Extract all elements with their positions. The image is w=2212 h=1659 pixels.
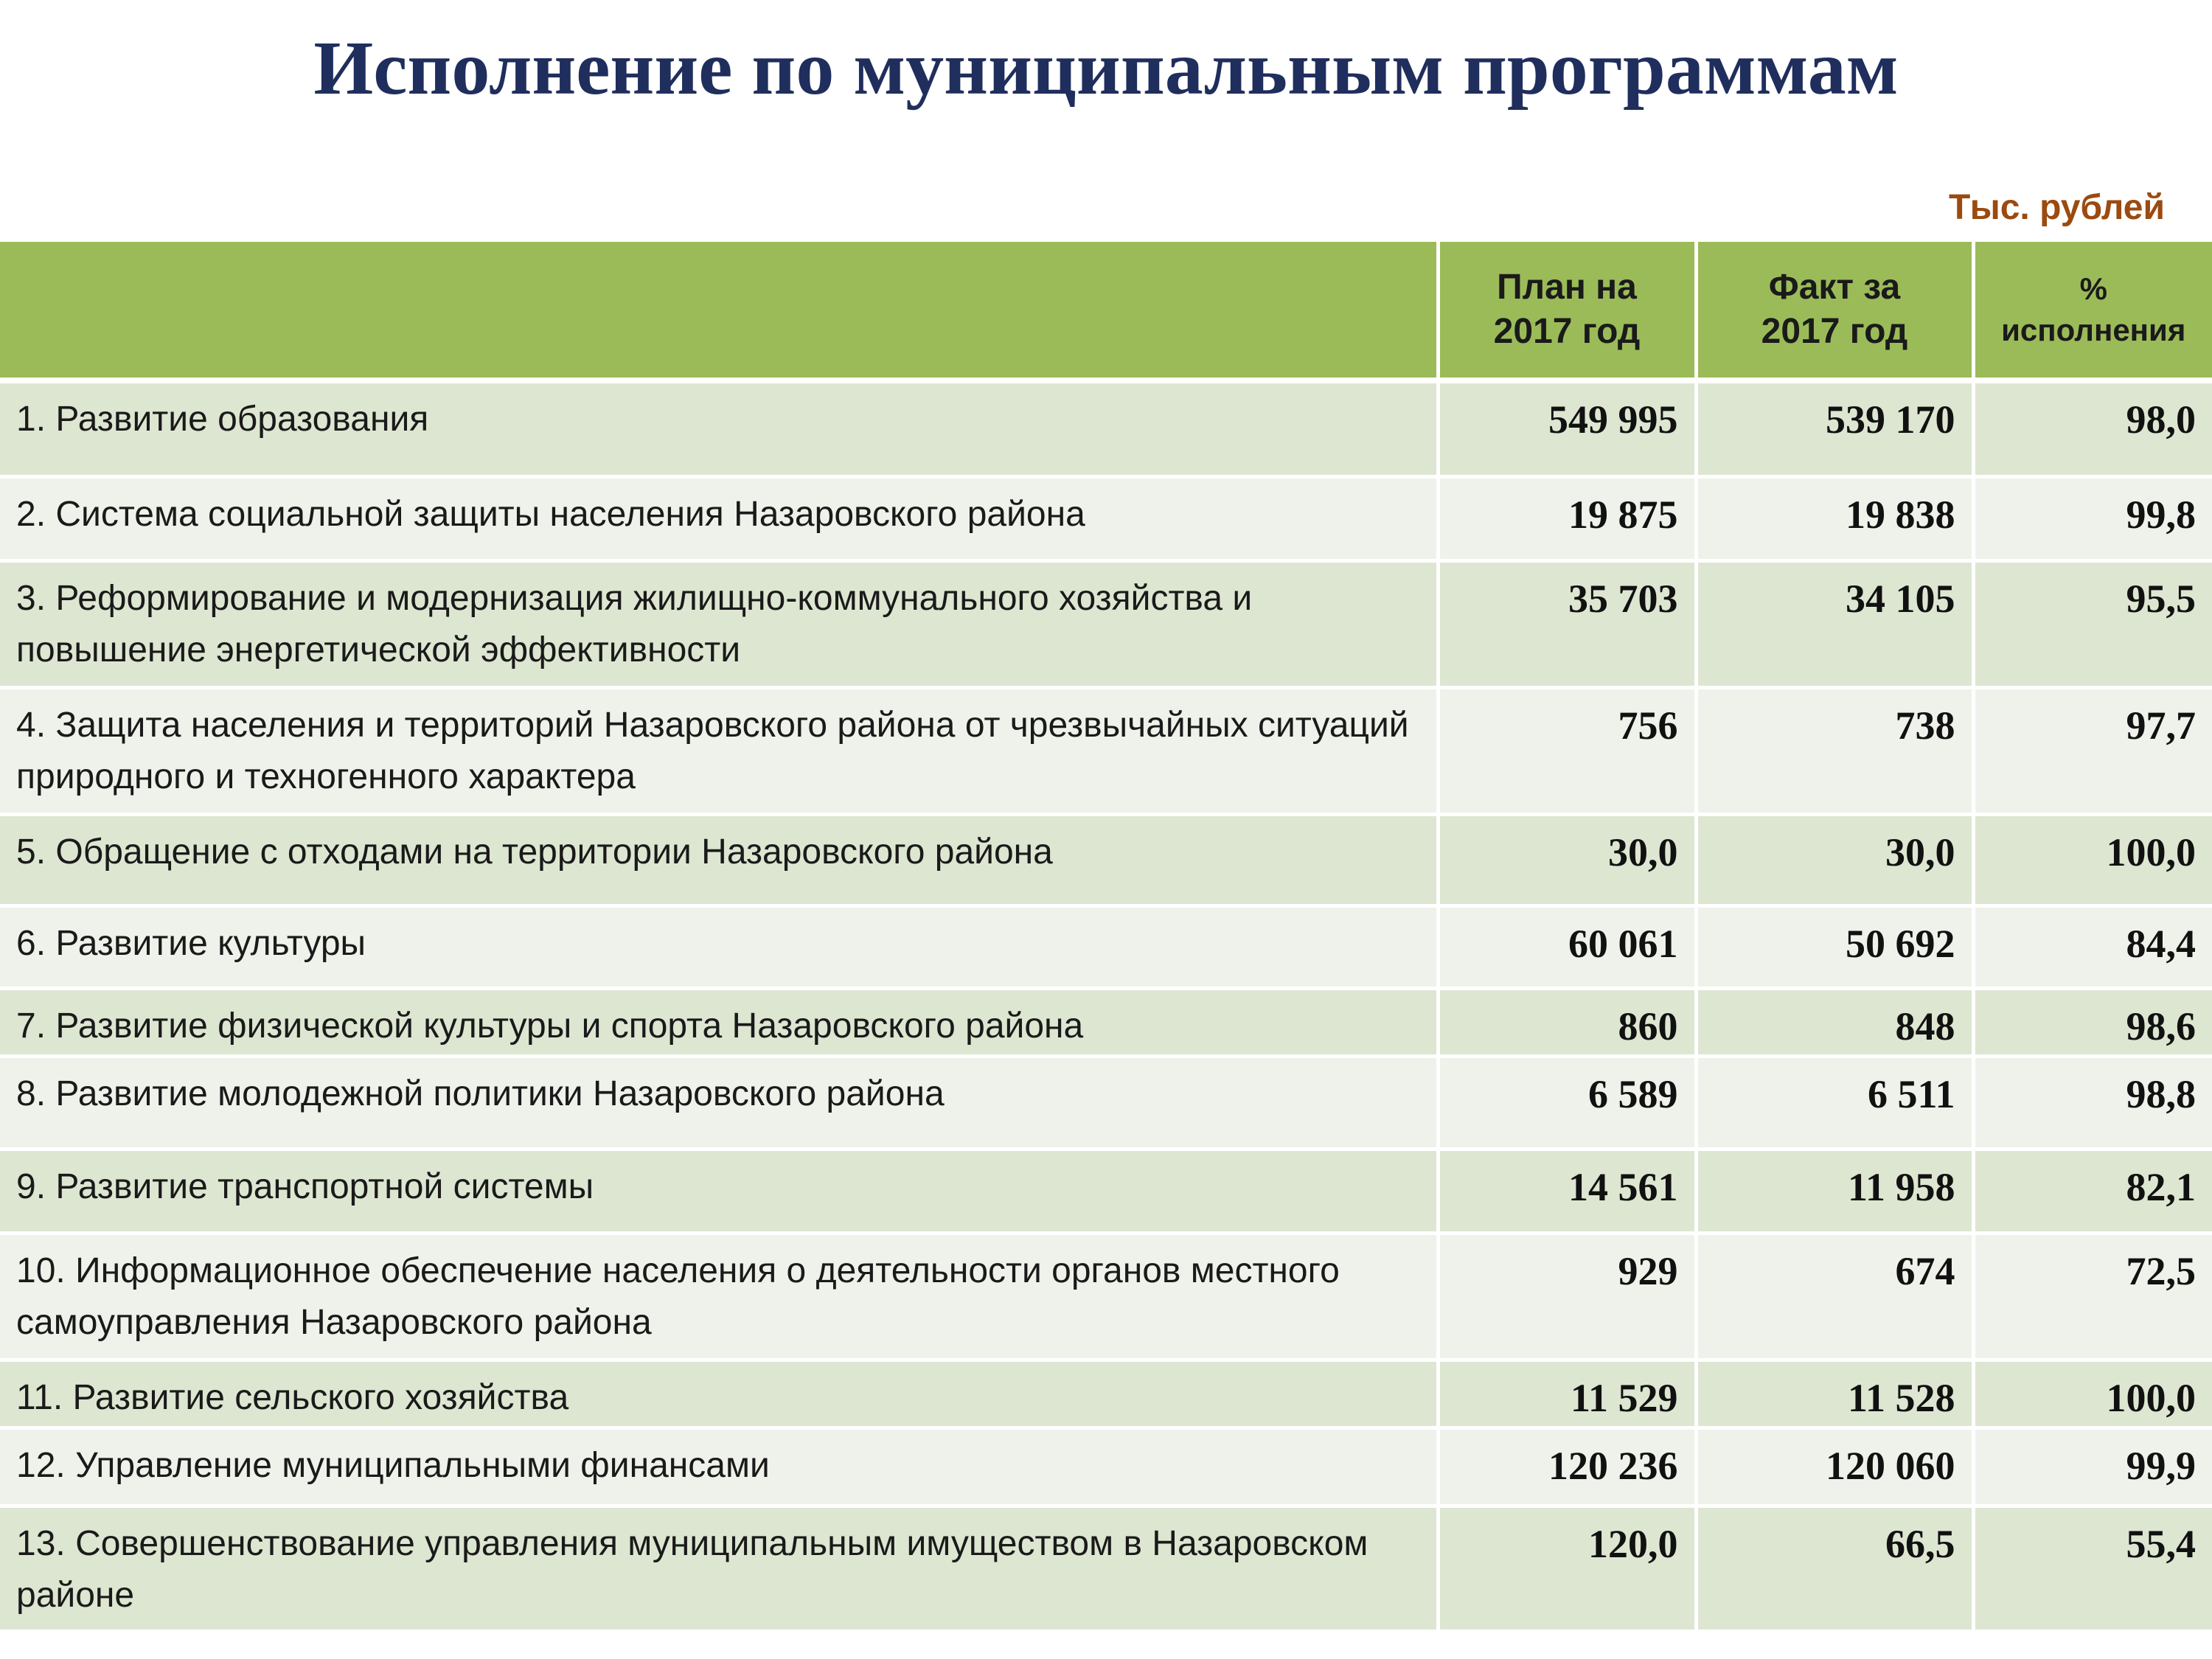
percent-value: 98,6 bbox=[1973, 988, 2212, 1056]
plan-value: 6 589 bbox=[1438, 1056, 1696, 1149]
header-percent bbox=[1973, 242, 2212, 380]
table-row bbox=[0, 1056, 2212, 1149]
plan-value: 860 bbox=[1438, 988, 1696, 1056]
program-name: 9. Развитие транспортной системы bbox=[0, 1149, 1438, 1233]
table-row bbox=[0, 1233, 2212, 1360]
fact-value: 50 692 bbox=[1696, 905, 1973, 988]
header-plan-line1: План на bbox=[1497, 268, 1637, 307]
header-fact-line2: 2017 год bbox=[1761, 312, 1908, 351]
header-fact bbox=[1696, 242, 1973, 380]
plan-value: 60 061 bbox=[1438, 905, 1696, 988]
plan-value: 929 bbox=[1438, 1233, 1696, 1360]
percent-value: 100,0 bbox=[1973, 1360, 2212, 1427]
percent-value: 99,9 bbox=[1973, 1427, 2212, 1506]
percent-value: 95,5 bbox=[1973, 560, 2212, 687]
fact-value: 120 060 bbox=[1696, 1427, 1973, 1506]
percent-value: 84,4 bbox=[1973, 905, 2212, 988]
plan-value: 120,0 bbox=[1438, 1506, 1696, 1631]
program-name: 6. Развитие культуры bbox=[0, 905, 1438, 988]
units-label: Тыс. рублей bbox=[1949, 188, 2165, 227]
program-name: 13. Совершенствование управления муниципальным имуществом в Назаровском районе bbox=[0, 1506, 1438, 1631]
program-name: 2. Система социальной защиты населения Назаровского района bbox=[0, 476, 1438, 560]
fact-value: 30,0 bbox=[1696, 814, 1973, 905]
percent-value: 99,8 bbox=[1973, 476, 2212, 560]
table-row bbox=[0, 988, 2212, 1056]
percent-value: 55,4 bbox=[1973, 1506, 2212, 1631]
programs-table bbox=[0, 242, 2212, 1633]
percent-value: 72,5 bbox=[1973, 1233, 2212, 1360]
plan-value: 549 995 bbox=[1438, 380, 1696, 476]
fact-value: 674 bbox=[1696, 1233, 1973, 1360]
table-row bbox=[0, 1149, 2212, 1233]
fact-value: 6 511 bbox=[1696, 1056, 1973, 1149]
fact-value: 66,5 bbox=[1696, 1506, 1973, 1631]
table-header-row bbox=[0, 242, 2212, 380]
program-name: 1. Развитие образования bbox=[0, 380, 1438, 476]
table-row bbox=[0, 814, 2212, 905]
fact-value: 19 838 bbox=[1696, 476, 1973, 560]
table-row bbox=[0, 905, 2212, 988]
fact-value: 11 958 bbox=[1696, 1149, 1973, 1233]
table-row bbox=[0, 1427, 2212, 1506]
plan-value: 35 703 bbox=[1438, 560, 1696, 687]
plan-value: 120 236 bbox=[1438, 1427, 1696, 1506]
table-row bbox=[0, 687, 2212, 814]
header-fact-line1: Факт за bbox=[1768, 268, 1901, 307]
header-plan-line2: 2017 год bbox=[1493, 312, 1641, 351]
fact-value: 11 528 bbox=[1696, 1360, 1973, 1427]
program-name: 3. Реформирование и модернизация жилищно-коммунального хозяйства и повышение энергетической эффективности bbox=[0, 560, 1438, 687]
plan-value: 30,0 bbox=[1438, 814, 1696, 905]
percent-value: 98,0 bbox=[1973, 380, 2212, 476]
fact-value: 539 170 bbox=[1696, 380, 1973, 476]
program-name: 10. Информационное обеспечение населения о деятельности органов местного самоуправления Назаровского района bbox=[0, 1233, 1438, 1360]
program-name: 5. Обращение с отходами на территории Назаровского района bbox=[0, 814, 1438, 905]
program-name: 4. Защита населения и территорий Назаровского района от чрезвычайных ситуаций природного и техногенного характера bbox=[0, 687, 1438, 814]
percent-value: 98,8 bbox=[1973, 1056, 2212, 1149]
plan-value: 19 875 bbox=[1438, 476, 1696, 560]
table-row bbox=[0, 380, 2212, 476]
fact-value: 848 bbox=[1696, 988, 1973, 1056]
table-row bbox=[0, 1360, 2212, 1427]
header-plan bbox=[1438, 242, 1696, 380]
plan-value: 11 529 bbox=[1438, 1360, 1696, 1427]
table-row bbox=[0, 560, 2212, 687]
fact-value: 34 105 bbox=[1696, 560, 1973, 687]
program-name: 8. Развитие молодежной политики Назаровского района bbox=[0, 1056, 1438, 1149]
header-percent-line1: % bbox=[2079, 271, 2107, 306]
page-title: Исполнение по муниципальным программам bbox=[313, 26, 1899, 111]
table-row bbox=[0, 476, 2212, 560]
plan-value: 14 561 bbox=[1438, 1149, 1696, 1233]
program-name: 12. Управление муниципальными финансами bbox=[0, 1427, 1438, 1506]
header-program-name bbox=[0, 242, 1438, 380]
percent-value: 82,1 bbox=[1973, 1149, 2212, 1233]
plan-value: 756 bbox=[1438, 687, 1696, 814]
program-name: 7. Развитие физической культуры и спорта Назаровского района bbox=[0, 988, 1438, 1056]
percent-value: 100,0 bbox=[1973, 814, 2212, 905]
header-percent-line2: исполнения bbox=[2001, 313, 2186, 347]
program-name: 11. Развитие сельского хозяйства bbox=[0, 1360, 1438, 1427]
fact-value: 738 bbox=[1696, 687, 1973, 814]
percent-value: 97,7 bbox=[1973, 687, 2212, 814]
table-row bbox=[0, 1506, 2212, 1631]
